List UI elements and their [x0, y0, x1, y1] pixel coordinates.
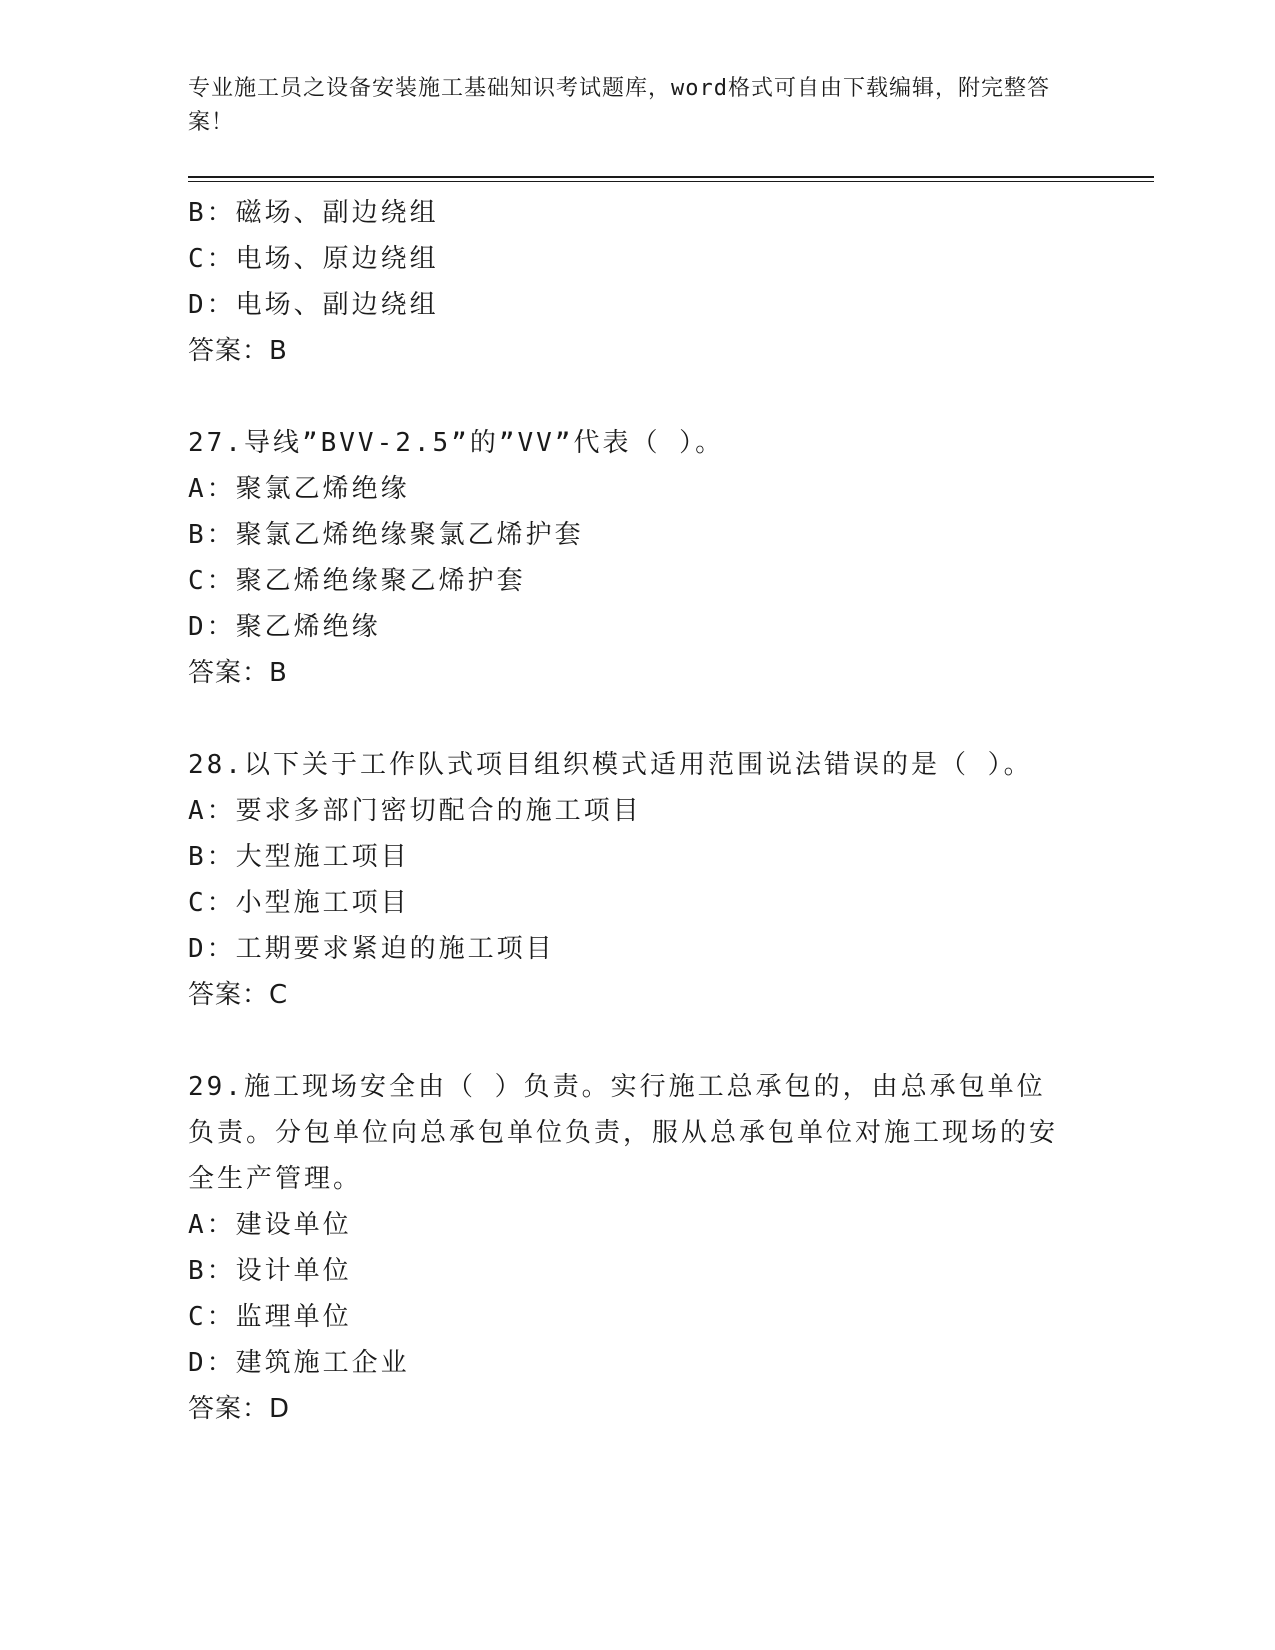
answer-line: 答案：B — [188, 336, 288, 366]
option-d: D：工期要求紧迫的施工项目 — [188, 934, 555, 964]
answer-line: 答案：C — [188, 980, 289, 1010]
option-c: C：小型施工项目 — [188, 888, 410, 918]
option-a: A：建设单位 — [188, 1210, 352, 1240]
header-divider-thin — [188, 181, 1154, 182]
option-c: C：电场、原边绕组 — [188, 244, 439, 274]
option-d: D：聚乙烯绝缘 — [188, 612, 381, 642]
document-header — [188, 72, 1068, 140]
option-b: B：磁场、副边绕组 — [188, 198, 439, 228]
answer-line: 答案：B — [188, 658, 288, 688]
option-c: C：监理单位 — [188, 1302, 352, 1332]
option-a: A：要求多部门密切配合的施工项目 — [188, 796, 642, 826]
question-text: 28.以下关于工作队式项目组织模式适用范围说法错误的是（ ）。 — [188, 750, 1033, 780]
answer-line: 答案：D — [188, 1394, 291, 1424]
question-text: 27.导线”BVV-2.5”的”VV”代表（ ）。 — [188, 428, 725, 458]
question-text: 29.施工现场安全由（ ）负责。实行施工总承包的，由总承包单位负责。分包单位向总承包单位负责，服从总承包单位对施工现场的安全生产管理。 — [188, 1072, 1059, 1194]
option-b: B：设计单位 — [188, 1256, 352, 1286]
header-text: 专业施工员之设备安装施工基础知识考试题库，word格式可自由下载编辑，附完整答案！ — [188, 76, 1050, 135]
option-a: A：聚氯乙烯绝缘 — [188, 474, 410, 504]
option-d: D：建筑施工企业 — [188, 1348, 410, 1378]
header-divider-thick — [188, 176, 1154, 178]
option-c: C：聚乙烯绝缘聚乙烯护套 — [188, 566, 526, 596]
question-content — [188, 190, 1088, 1432]
option-b: B：聚氯乙烯绝缘聚氯乙烯护套 — [188, 520, 584, 550]
option-d: D：电场、副边绕组 — [188, 290, 439, 320]
option-b: B：大型施工项目 — [188, 842, 410, 872]
